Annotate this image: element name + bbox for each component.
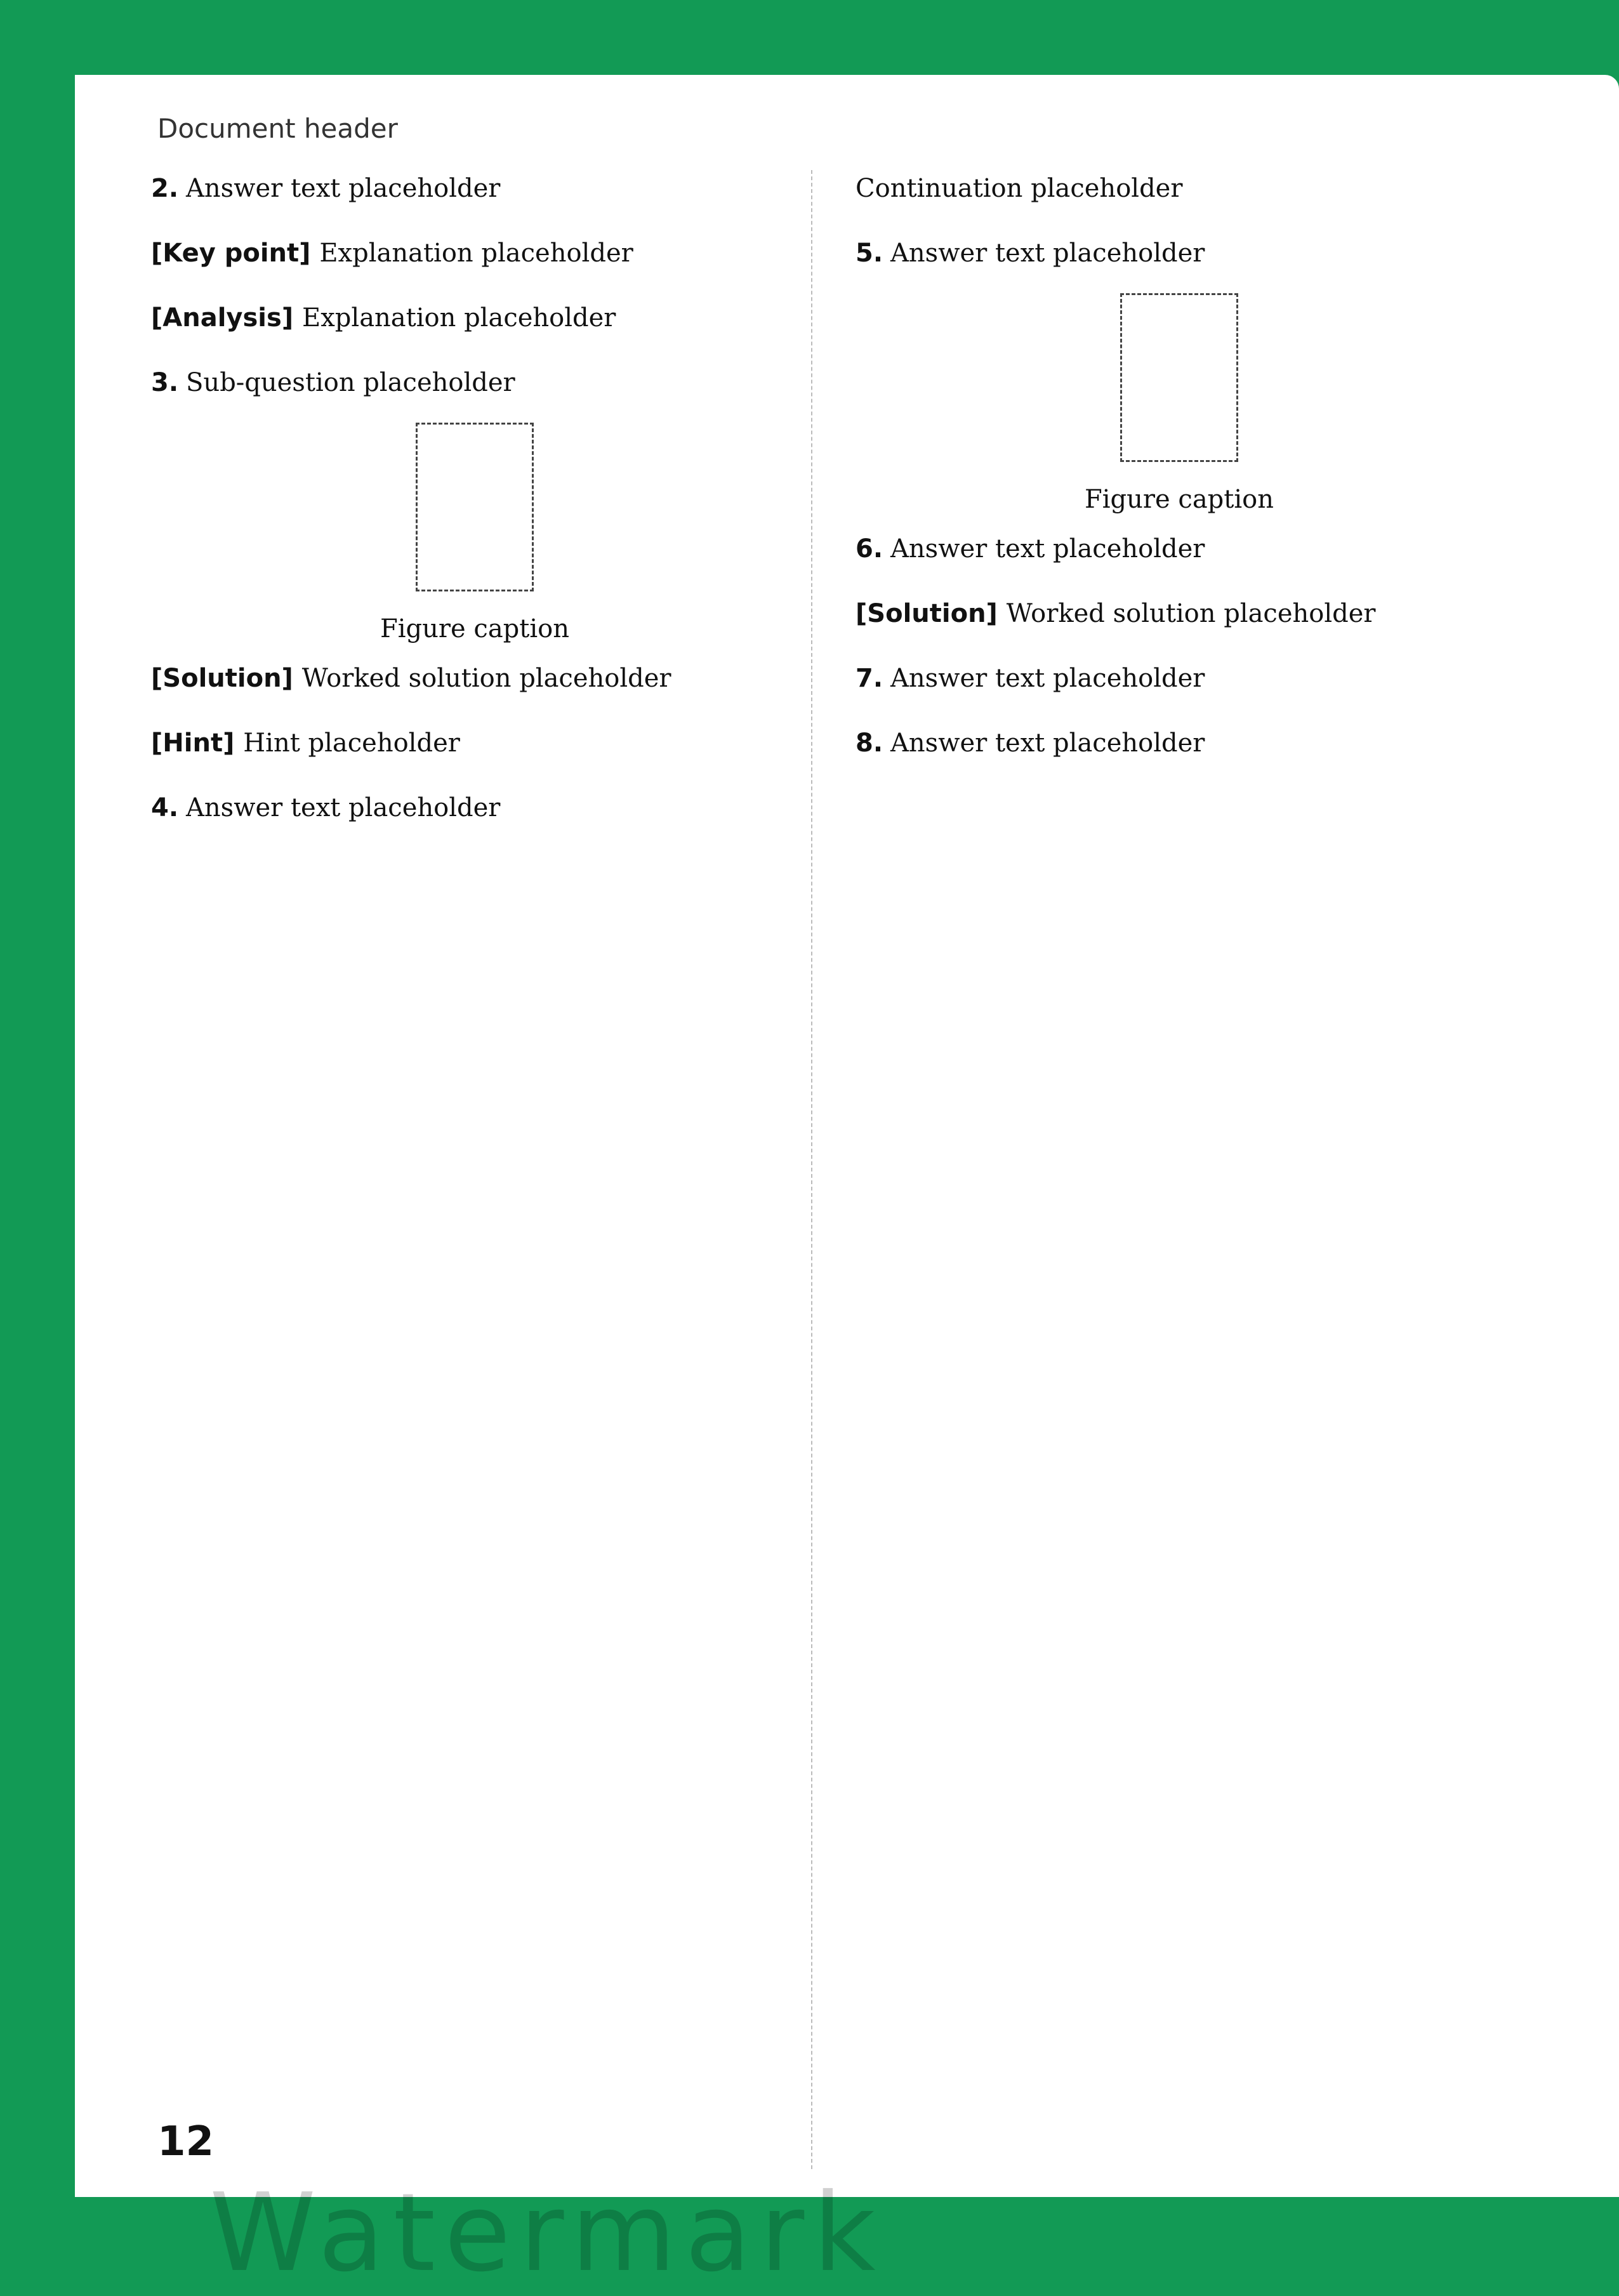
figure [416,423,534,591]
column-divider [811,170,812,2169]
question-number: 3. [151,368,179,397]
question-text: Hint placeholder [243,729,460,758]
question-block [856,589,1503,638]
question-number: 6. [856,534,883,564]
figure-caption: Figure caption [380,614,569,643]
watermark: Watermark [209,2170,885,2296]
question-number: 2. [151,174,179,203]
question-text: Continuation placeholder [856,174,1183,203]
question-block [856,228,1503,278]
question-block [151,228,798,278]
question-text: Explanation placeholder [302,303,616,333]
page-number: 12 [157,2118,215,2165]
question-text: Answer text placeholder [890,239,1205,268]
question-number: 7. [856,664,883,693]
section-tag: [Solution] [856,599,1007,628]
right-column [856,164,1503,783]
question-text: Answer text placeholder [186,793,501,822]
question-text: Worked solution placeholder [301,664,671,693]
question-text: Sub-question placeholder [186,368,515,397]
section-tag: [Hint] [151,729,244,758]
question-text: Answer text placeholder [890,534,1205,564]
question-block [151,783,798,833]
question-block [856,164,1503,213]
question-text: Answer text placeholder [890,664,1205,693]
figure-caption: Figure caption [1085,485,1274,514]
answer-page [75,75,1619,2197]
question-block [151,358,798,407]
section-tag: [Analysis] [151,303,303,333]
question-number: 5. [856,239,883,268]
page-header: Document header [157,113,398,144]
question-number: 8. [856,729,883,758]
question-text: Explanation placeholder [319,239,633,268]
question-block [856,654,1503,703]
section-tag: [Key point] [151,239,320,268]
question-block [151,164,798,213]
question-text: Answer text placeholder [186,174,501,203]
figure [1120,293,1238,462]
question-block [151,293,798,343]
question-number: 4. [151,793,179,822]
question-block [151,718,798,768]
section-tag: [Solution] [151,664,302,693]
question-block [856,524,1503,574]
question-text: Answer text placeholder [890,729,1205,758]
question-text: Worked solution placeholder [1006,599,1376,628]
question-block [151,654,798,703]
left-column [151,164,798,848]
question-block [856,718,1503,768]
